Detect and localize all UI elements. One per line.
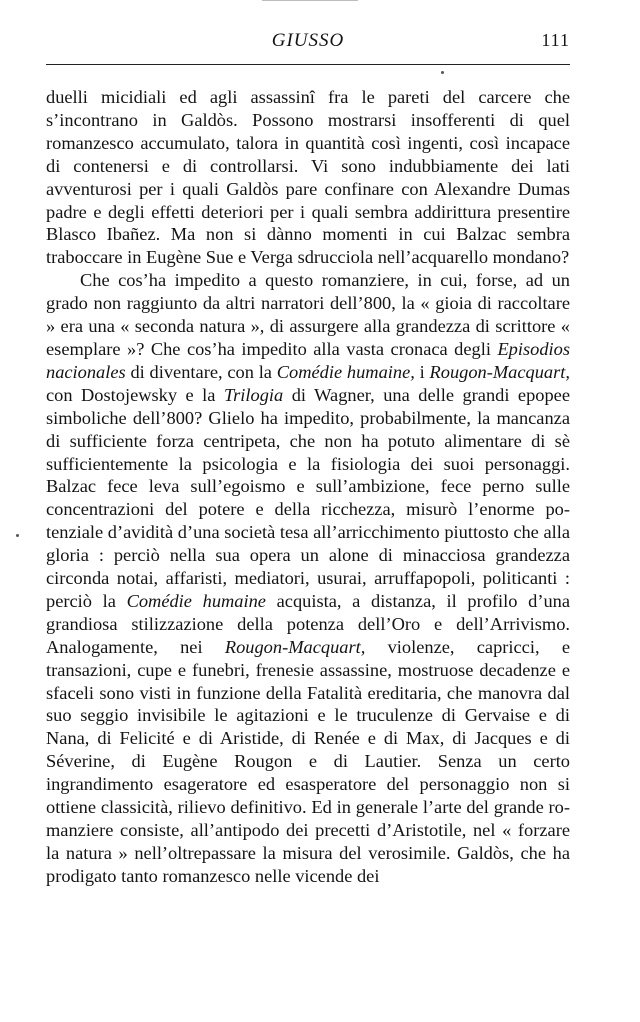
header-rule — [46, 64, 570, 65]
italic-title: Rougon-Macquart, — [224, 636, 366, 657]
text-run: di Wagner, una delle grandi epopee simboliche dell’800? Glielo ha impedito, probabilmente, la mancanza di sufficiente forza centripeta, che non ha potuto alimentare di sè sufficientemente la psicologia e la fisiologia dei suoi personaggi. Balzac fece leva sull’egoismo e sull’ambizione, fece perno sulle concentrazioni del potere e della ricchezza, misurò l’enorme potenziale d’avidità d’una società tesa all’arricchimento piuttosto che alla gloria : perciò nella sua opera un alone di minacciosa grandezza circonda notai, affaristi, mediatori, usurai, arruffapopoli, politicanti : perciò la — [46, 384, 570, 611]
text-run: con Dostojewsky e la — [46, 384, 224, 405]
text-run: duelli micidiali ed agli assassinî fra le pareti del carcere che s’incontrano in Galdòs. Possono mostrarsi insofferenti di quel romanzesco accumulato, talora in quantità così ingenti, così incapace di contenersi e di controllarsi. Vi sono indubbiamente dei lati avventurosi per i quali Galdòs pare confinare con Alexandre Dumas padre e degli effetti deteriori per i quali sembra addirittura presentire Blasco Ibañez. Ma non si dànno momenti in cui Balzac sembra traboccare in Eugène Sue e Verga sdrucciola nell’acquarello mondano? — [46, 87, 570, 268]
top-edge-line — [262, 0, 358, 1]
italic-title: Trilogia — [223, 384, 284, 405]
ink-speck — [16, 534, 19, 537]
page-number: 111 — [541, 30, 570, 50]
italic-title: Comédie humaine — [126, 590, 266, 611]
text-run: i — [414, 361, 430, 382]
running-head: GIUSSO — [271, 30, 345, 51]
paragraph — [46, 269, 570, 887]
italic-title: Rougon-Macquart, — [429, 361, 570, 382]
italic-title: Comédie humaine, — [276, 361, 415, 382]
italic-title: Episodios nacionales — [46, 338, 570, 382]
ink-speck — [441, 71, 444, 74]
paragraph — [46, 86, 570, 269]
page-header — [46, 28, 570, 58]
text-run: Che cos’ha impedito a questo romanziere, in cui, forse, ad un grado non raggiunto da altri narratori dell’800, la « gioia di raccoltare » era una « seconda natura », di assurgere alla grandezza di scrittore « esemplare »? Che cos’ha impedito alla vasta cronaca degli — [46, 270, 570, 359]
text-run: acquista, a distanza, il profilo d’una grandiosa stilizzazione della potenza dell’Oro e dell’Arrivismo. Analogamente, nei — [46, 590, 571, 657]
text-run: di diventare, con la — [125, 361, 277, 382]
text-run: violenze, capricci, e transazioni, cupe e funebri, frenesie assassine, mostruose decadenze e sfaceli sono visti in funzione della Fatalità ereditaria, che manovra dal suo seggio invisibile le agitazioni e le truculenze di Gervaise e di Nana, di Felicité e di Aristide, di Renée e di Max, di Jacques e di Séverine, di Eugène Rougon e di Lautier. Senza un certo ingrandimento esageratore ed esasperatore del personaggio non si ottiene classicità, rilievo definitivo. Ed in generale l’arte del grande romanziere consiste, all’antipodo dei precetti d’Aristotile, nel « forzare la natura » nell’oltrepassare la misura del verosimile. Galdòs, che ha prodigato tanto romanzesco nelle vicende dei — [46, 636, 570, 886]
body-text — [46, 86, 570, 888]
